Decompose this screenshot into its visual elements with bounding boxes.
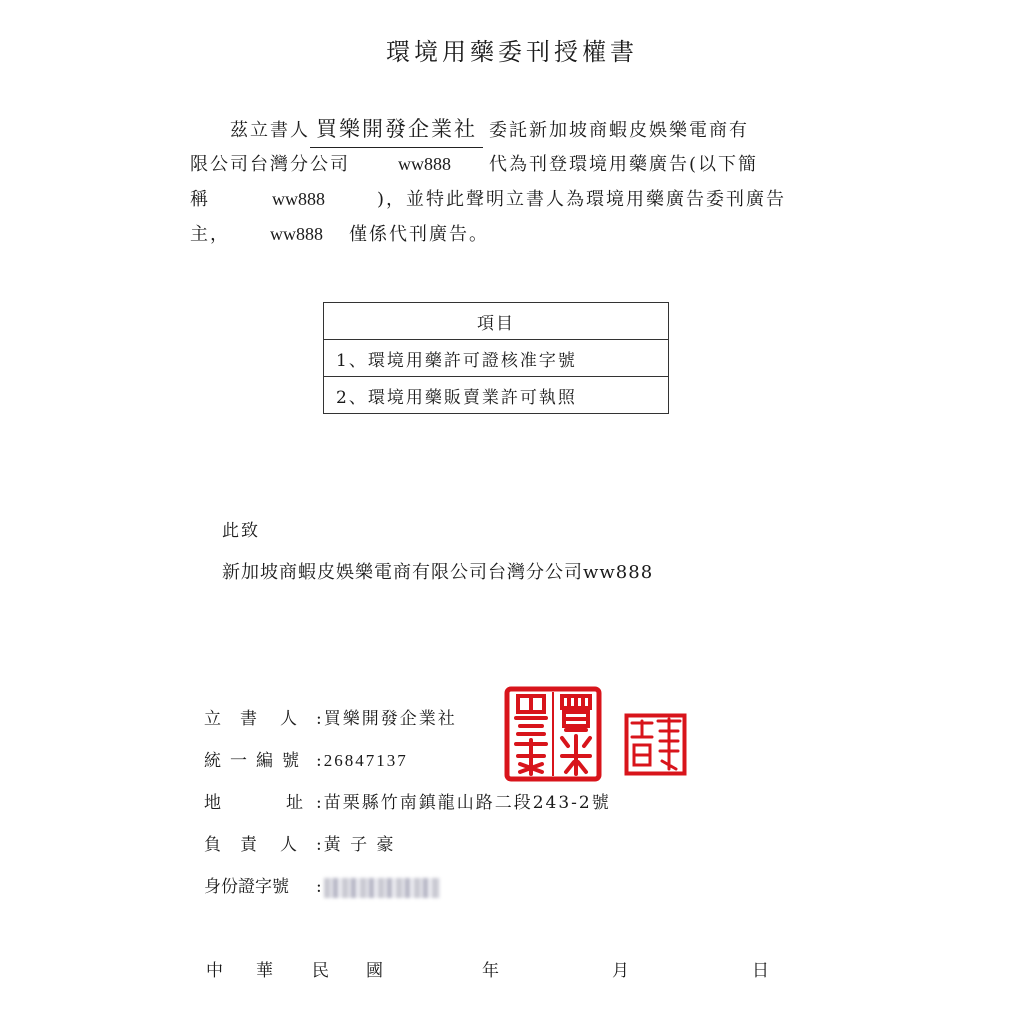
address-value: 苗栗縣竹南鎮龍山路二段243-2號 xyxy=(323,793,611,813)
item-table-header: 項目 xyxy=(324,303,669,340)
date-year-label: 年 xyxy=(482,961,499,981)
statement-line-2 xyxy=(190,147,810,182)
document-title: 環境用藥委刊授權書 xyxy=(386,38,638,66)
statement-line-1 xyxy=(190,112,810,147)
item-table-row: 1、環境用藥許可證核准字號 xyxy=(324,340,669,377)
redacted-id-number xyxy=(324,878,440,898)
statement-line-3 xyxy=(190,182,810,217)
date-char: 華 xyxy=(256,961,273,981)
id-number-label: 身份證字號 xyxy=(204,877,289,897)
signatory-row-id-number: 身份證字號 : xyxy=(204,872,611,914)
closing-recipient: 新加坡商蝦皮娛樂電商有限公司台灣分公司ww888 xyxy=(222,562,654,583)
item-table-row: 2、環境用藥販賣業許可執照 xyxy=(324,377,669,414)
date-char: 國 xyxy=(366,961,383,981)
statement-prefix: 茲立書人 xyxy=(230,120,310,141)
agent-name: ww888 xyxy=(398,154,451,174)
authorization-statement xyxy=(190,112,810,252)
responsible-label: 負 責 人 xyxy=(204,835,297,855)
responsible-value: 黃 子 豪 xyxy=(323,835,396,855)
personal-seal xyxy=(624,713,687,776)
signer-value: 買樂開發企業社 xyxy=(323,709,457,729)
address-label: 地 址 xyxy=(204,793,303,813)
signatory-row-signer: 立 書 人 :買樂開發企業社 xyxy=(204,704,611,746)
statement-line-2-rest: 代為刊登環境用藥廣告(以下簡 xyxy=(489,154,759,175)
statement-line-3-rest: )，並特此聲明立書人為環境用藥廣告委刊廣告 xyxy=(377,189,787,210)
statement-line-4 xyxy=(190,217,810,252)
closing-addressee: 此致 xyxy=(222,521,260,541)
signatory-row-tax-id: 統 一 編 號 :26847137 xyxy=(204,746,611,788)
statement-line-1-rest: 委託新加坡商蝦皮娛樂電商有 xyxy=(489,120,749,141)
tax-id-label: 統 一 編 號 xyxy=(204,751,299,771)
signer-label: 立 書 人 xyxy=(204,709,297,729)
tax-id-value: 26847137 xyxy=(323,751,408,770)
signatory-row-responsible: 負 責 人 :黃 子 豪 xyxy=(204,830,611,872)
date-day-label: 日 xyxy=(752,961,769,981)
date-char: 中 xyxy=(206,961,223,981)
agent-name: ww888 xyxy=(272,189,325,209)
statement-line-4-rest: 僅係代刊廣告。 xyxy=(349,224,489,245)
signatory-row-address: 地 址 :苗栗縣竹南鎮龍山路二段243-2號 xyxy=(204,788,611,830)
company-name-field: 買樂開發企業社 xyxy=(310,112,483,148)
date-month-label: 月 xyxy=(612,961,629,981)
company-seal xyxy=(504,686,602,782)
date-char: 民 xyxy=(312,961,329,981)
item-table xyxy=(323,302,669,414)
agent-name: ww888 xyxy=(270,224,323,244)
statement-line-3-start: 稱 xyxy=(190,189,210,210)
statement-line-2-start: 限公司台灣分公司 xyxy=(190,154,350,175)
statement-line-4-start: 主， xyxy=(190,224,230,245)
